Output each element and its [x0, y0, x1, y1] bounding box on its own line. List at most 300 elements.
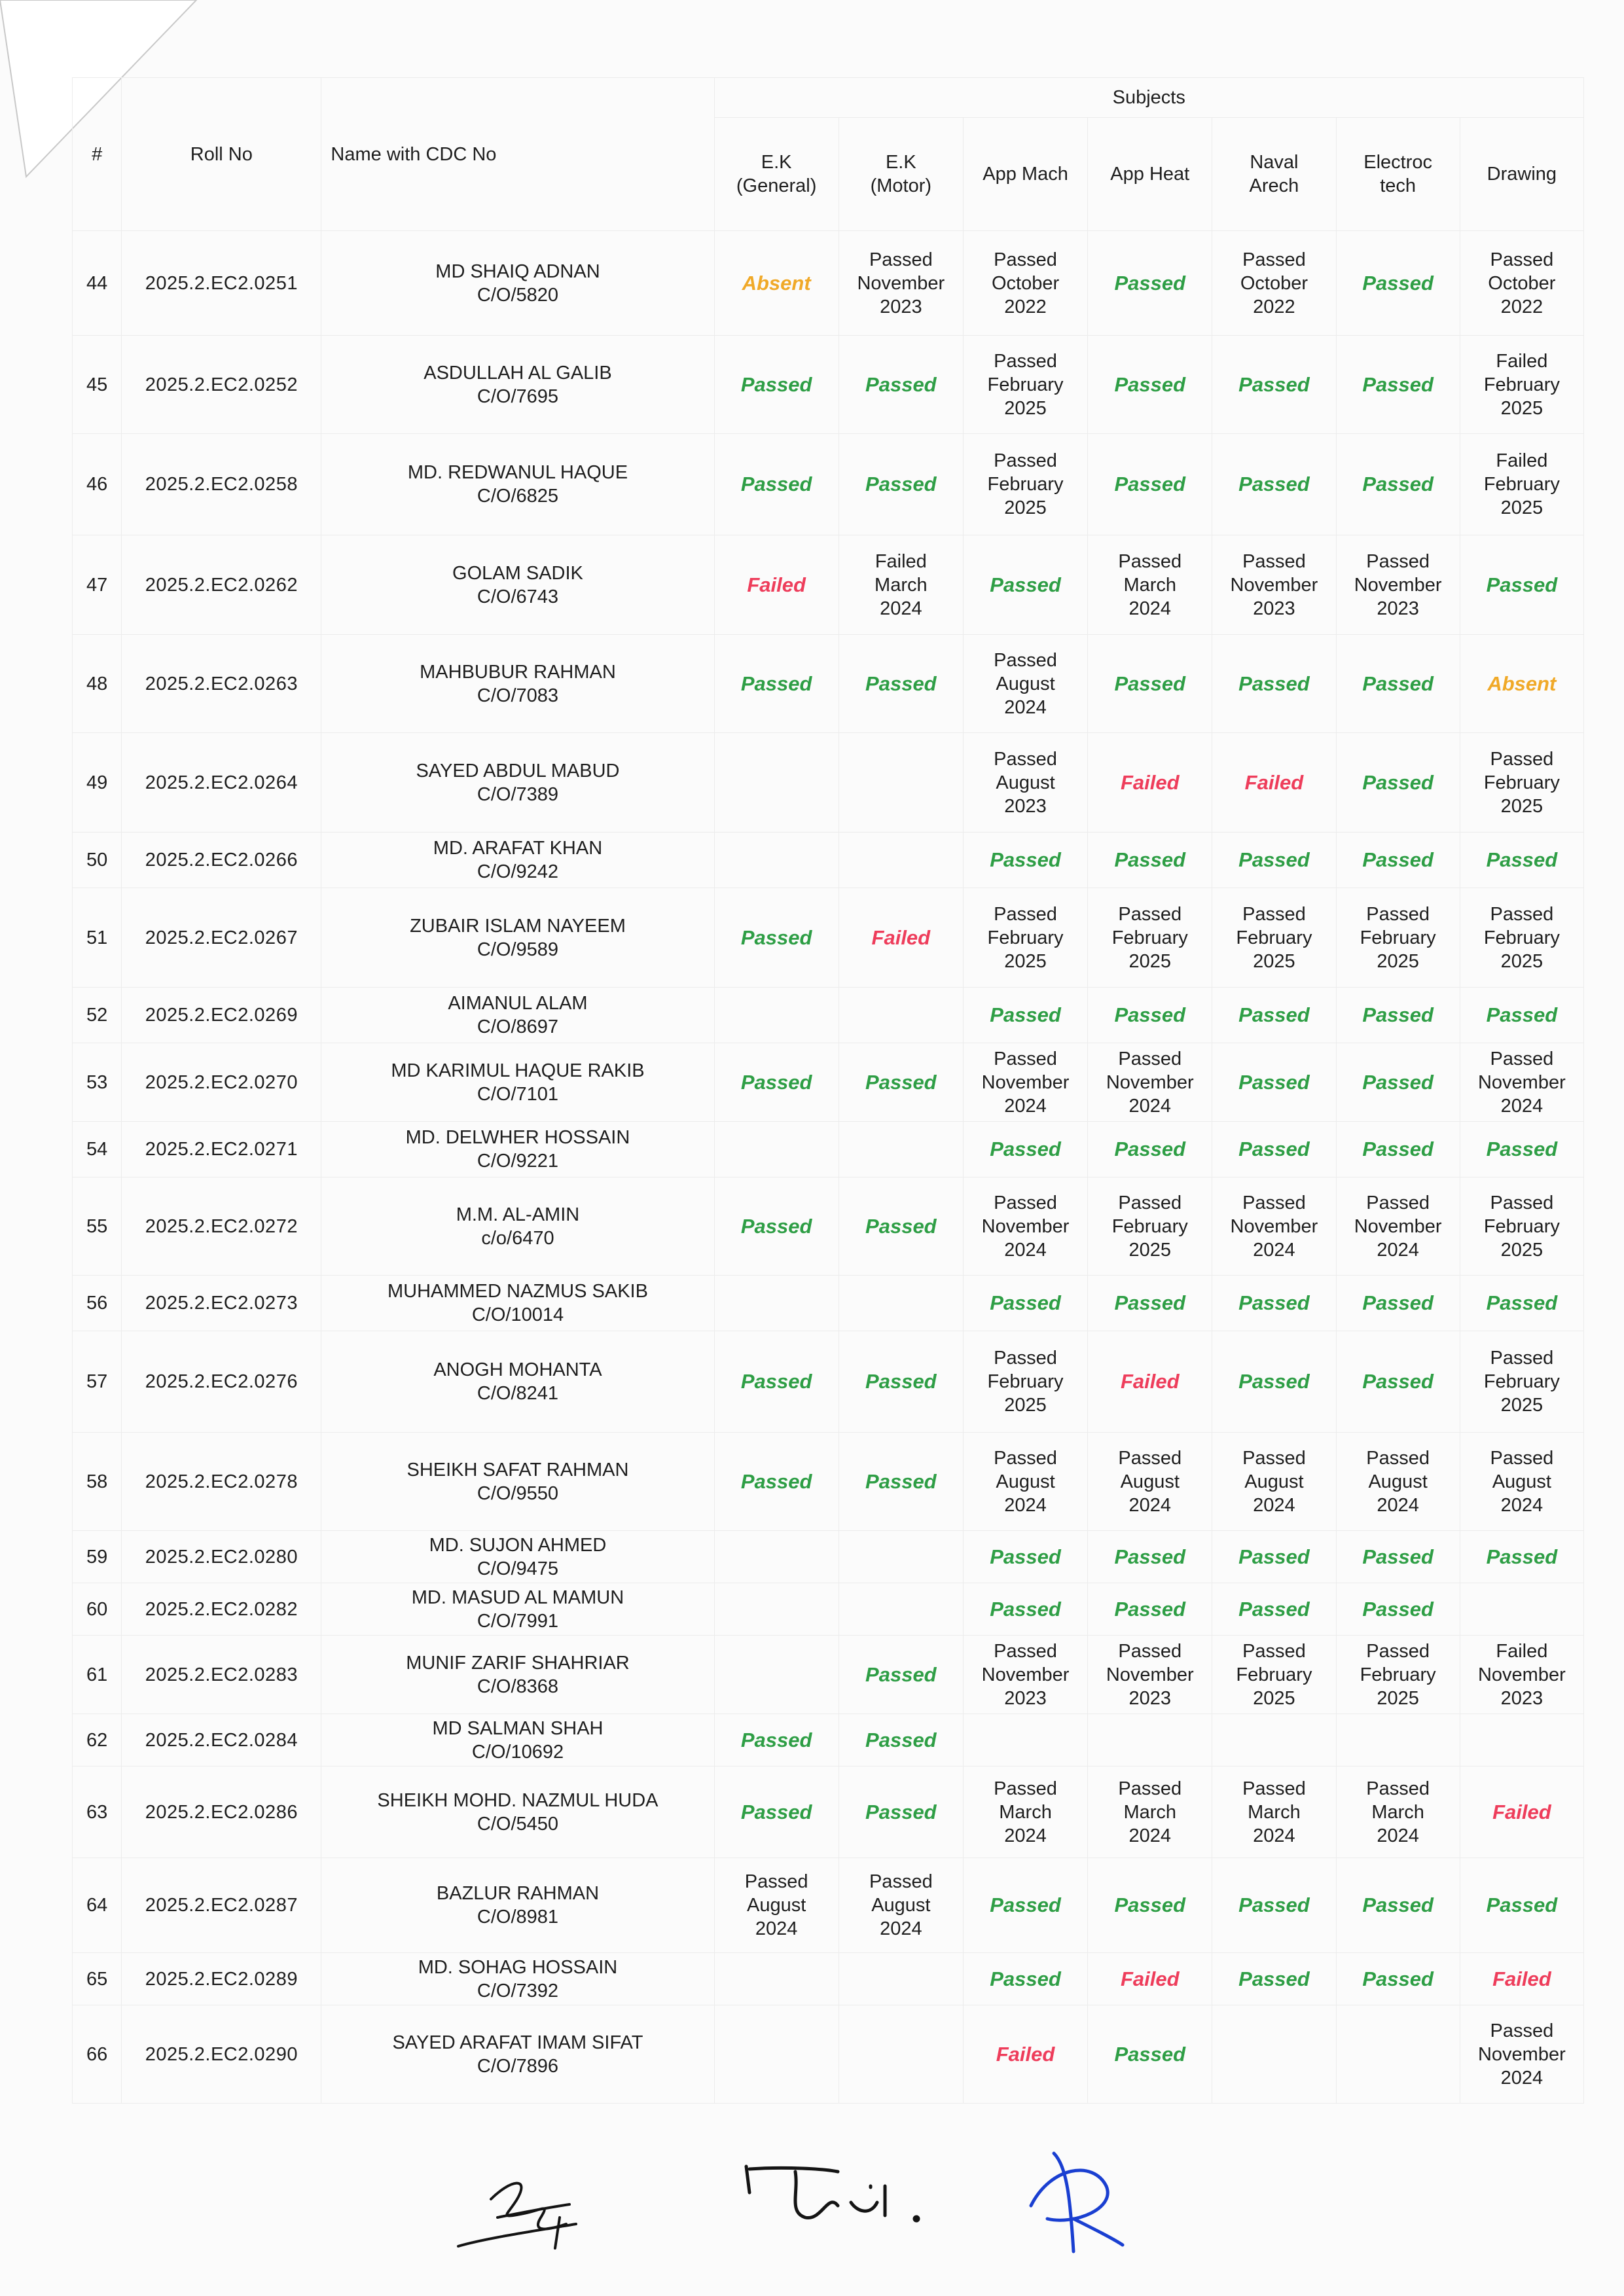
row-number: 49	[73, 733, 122, 833]
roll-no: 2025.2.EC2.0271	[122, 1122, 321, 1177]
student-name: SHEIKH SAFAT RAHMAN	[406, 1459, 629, 1480]
result-cell	[1336, 434, 1460, 535]
table-row	[73, 1331, 1584, 1433]
result-text-line: Passed	[994, 450, 1057, 471]
result-text-line: Passed	[994, 350, 1057, 372]
student-name-cdc	[321, 231, 714, 336]
row-number: 53	[73, 1043, 122, 1122]
status-badge-passed: Passed	[865, 1070, 937, 1094]
roll-no: 2025.2.EC2.0278	[122, 1433, 321, 1531]
result-cell	[1212, 1177, 1336, 1276]
cdc-number: C/O/8697	[477, 1016, 559, 1037]
student-name-cdc	[321, 2005, 714, 2104]
result-cell	[714, 1858, 839, 1953]
results-table	[72, 77, 1584, 2104]
result-cell	[1460, 1276, 1583, 1331]
result-text-line: November	[857, 272, 945, 294]
result-text-line: Passed	[1366, 1778, 1430, 1799]
student-name: MUNIF ZARIF SHAHRIAR	[406, 1652, 630, 1674]
table-row	[73, 1433, 1584, 1531]
row-number: 64	[73, 1858, 122, 1953]
result-text-line: February	[1360, 1664, 1436, 1685]
row-number: 61	[73, 1636, 122, 1714]
result-cell	[1336, 535, 1460, 635]
status-badge-passed: Passed	[1238, 1545, 1310, 1568]
status-badge-passed: Passed	[865, 473, 937, 495]
roll-no: 2025.2.EC2.0276	[122, 1331, 321, 1433]
result-text-line: Passed	[1490, 2020, 1554, 2041]
result-cell	[1088, 1177, 1212, 1276]
result-cell	[714, 988, 839, 1043]
cdc-number: C/O/9221	[477, 1151, 559, 1172]
roll-no: 2025.2.EC2.0252	[122, 336, 321, 434]
row-number: 45	[73, 336, 122, 434]
result-cell	[1212, 988, 1336, 1043]
result-text-line: March	[1248, 1801, 1301, 1823]
result-text-line: 2022	[1253, 296, 1295, 317]
result-text-line: Passed	[744, 1871, 808, 1892]
status-badge-passed: Passed	[1362, 848, 1434, 871]
result-cell	[1460, 1433, 1583, 1531]
result-text-line: Passed	[994, 1640, 1057, 1662]
status-badge-passed: Passed	[1362, 1138, 1434, 1160]
result-cell	[839, 1767, 963, 1858]
table-row	[73, 336, 1584, 434]
student-name-cdc	[321, 1433, 714, 1531]
result-text-line: November	[981, 1215, 1070, 1237]
status-badge-passed: Passed	[1114, 2042, 1186, 2066]
cdc-number: C/O/7392	[477, 1980, 559, 2001]
status-badge-passed: Passed	[1362, 1545, 1434, 1568]
cdc-number: c/o/6470	[481, 1227, 554, 1249]
roll-no: 2025.2.EC2.0270	[122, 1043, 321, 1122]
result-cell	[1212, 1767, 1336, 1858]
result-text-line: 2025	[1128, 1239, 1171, 1261]
status-badge-passed: Passed	[1238, 1597, 1310, 1621]
student-name: SAYED ABDUL MABUD	[416, 760, 620, 781]
result-cell	[1460, 535, 1583, 635]
status-badge-failed: Failed	[1492, 1800, 1551, 1823]
result-cell	[839, 535, 963, 635]
table-row	[73, 434, 1584, 535]
result-cell	[714, 888, 839, 988]
result-text-line: August	[871, 1895, 931, 1916]
status-badge-passed: Passed	[1362, 271, 1434, 295]
result-cell	[1088, 535, 1212, 635]
result-cell	[1212, 833, 1336, 888]
row-number: 54	[73, 1122, 122, 1177]
result-text-line: 2024	[1377, 1825, 1419, 1846]
result-text-line: November	[1230, 574, 1318, 596]
status-badge-passed: Passed	[740, 925, 812, 949]
row-number: 59	[73, 1531, 122, 1583]
result-text-line: February	[1236, 1664, 1312, 1685]
result-cell	[1088, 1276, 1212, 1331]
status-badge-passed: Passed	[1486, 573, 1558, 596]
status-badge-passed: Passed	[1486, 848, 1558, 871]
cdc-number: C/O/7389	[477, 783, 559, 805]
result-text-line: Failed	[1496, 1640, 1548, 1662]
row-number: 52	[73, 988, 122, 1043]
status-badge-passed: Passed	[1114, 473, 1186, 495]
result-text-line: August	[1492, 1471, 1551, 1492]
result-cell	[1336, 988, 1460, 1043]
student-name: GOLAM SADIK	[452, 562, 583, 584]
result-text-line: February	[1111, 927, 1188, 948]
cdc-number: C/O/6825	[477, 486, 559, 507]
result-text-line: Passed	[994, 1048, 1057, 1069]
table-row	[73, 1122, 1584, 1177]
status-badge-passed: Passed	[1486, 1893, 1558, 1916]
status-badge-absent: Absent	[1487, 672, 1557, 695]
result-cell	[714, 733, 839, 833]
result-cell	[714, 336, 839, 434]
student-name-cdc	[321, 535, 714, 635]
result-cell	[963, 231, 1087, 336]
cdc-number: C/O/8981	[477, 1907, 559, 1928]
result-text-line: March	[999, 1801, 1052, 1823]
status-badge-passed: Passed	[1238, 1291, 1310, 1314]
row-number: 58	[73, 1433, 122, 1531]
result-cell	[1088, 1433, 1212, 1531]
table-row	[73, 1531, 1584, 1583]
roll-no: 2025.2.EC2.0284	[122, 1714, 321, 1767]
result-text-line: August	[996, 673, 1055, 694]
status-badge-passed: Passed	[1238, 1003, 1310, 1026]
result-cell	[1088, 888, 1212, 988]
result-cell	[1460, 434, 1583, 535]
result-cell	[1336, 1858, 1460, 1953]
result-text-line: 2024	[880, 598, 922, 619]
result-text-line: Passed	[1490, 748, 1554, 770]
result-text-line: 2023	[880, 296, 922, 317]
roll-no: 2025.2.EC2.0272	[122, 1177, 321, 1276]
result-text-line: 2025	[1004, 950, 1047, 972]
result-cell	[839, 1276, 963, 1331]
result-cell	[839, 1177, 963, 1276]
status-badge-passed: Passed	[740, 1800, 812, 1823]
result-text-line: 2024	[1253, 1494, 1295, 1516]
result-text-line: 2022	[1004, 296, 1047, 317]
status-badge-passed: Passed	[740, 1370, 812, 1393]
result-text-line: February	[1483, 474, 1560, 495]
student-name-cdc	[321, 888, 714, 988]
result-text-line: November	[1477, 1664, 1566, 1685]
result-text-line: Passed	[1490, 1447, 1554, 1469]
result-cell	[839, 1858, 963, 1953]
student-name-cdc	[321, 1858, 714, 1953]
status-badge-passed: Passed	[990, 1545, 1061, 1568]
status-badge-passed: Passed	[1486, 1138, 1558, 1160]
status-badge-passed: Passed	[990, 848, 1061, 871]
student-name: MD. SUJON AHMED	[429, 1534, 607, 1556]
status-badge-passed: Passed	[990, 1893, 1061, 1916]
result-cell	[1336, 1583, 1460, 1636]
result-text-line: Passed	[869, 249, 933, 270]
table-row	[73, 2005, 1584, 2104]
status-badge-passed: Passed	[865, 672, 937, 695]
status-badge-failed: Failed	[747, 573, 806, 596]
result-text-line: 2024	[1253, 1825, 1295, 1846]
status-badge-passed: Passed	[1114, 1291, 1186, 1314]
status-badge-passed: Passed	[740, 672, 812, 695]
result-text-line: 2023	[1004, 795, 1047, 817]
status-badge-passed: Passed	[865, 1728, 937, 1751]
result-cell	[1336, 1043, 1460, 1122]
result-cell	[1088, 833, 1212, 888]
cdc-number: C/O/7991	[477, 1610, 559, 1632]
result-text-line: 2024	[1004, 1494, 1047, 1516]
result-text-line: Passed	[994, 903, 1057, 925]
result-text-line: 2024	[1004, 1239, 1047, 1261]
result-text-line: 2024	[1128, 1095, 1171, 1117]
result-text-line: Passed	[1118, 550, 1182, 572]
result-cell	[839, 1331, 963, 1433]
student-name: MD. MASUD AL MAMUN	[411, 1587, 624, 1608]
result-cell	[963, 434, 1087, 535]
header-subject-line: Electroc	[1363, 152, 1432, 173]
result-cell	[963, 733, 1087, 833]
results-sheet	[72, 77, 1584, 2104]
result-text-line: Passed	[869, 1871, 933, 1892]
table-row	[73, 1858, 1584, 1953]
result-cell	[963, 888, 1087, 988]
result-cell	[1460, 336, 1583, 434]
result-text-line: October	[991, 272, 1060, 294]
result-cell	[839, 1953, 963, 2005]
result-text-line: March	[1123, 1801, 1177, 1823]
student-name-cdc	[321, 635, 714, 733]
result-text-line: 2025	[1253, 1687, 1295, 1709]
result-cell	[714, 1331, 839, 1433]
status-badge-passed: Passed	[1114, 848, 1186, 871]
student-name: MD SALMAN SHAH	[432, 1717, 604, 1739]
result-cell	[1088, 1531, 1212, 1583]
result-text-line: November	[1354, 574, 1442, 596]
result-cell	[1088, 733, 1212, 833]
student-name-cdc	[321, 1177, 714, 1276]
student-name: SHEIKH MOHD. NAZMUL HUDA	[377, 1789, 659, 1811]
status-badge-passed: Passed	[1362, 1893, 1434, 1916]
student-name: MD. DELWHER HOSSAIN	[405, 1127, 630, 1148]
result-text-line: October	[1488, 272, 1556, 294]
status-badge-passed: Passed	[1238, 372, 1310, 396]
result-text-line: 2025	[1004, 497, 1047, 518]
result-cell	[963, 1583, 1087, 1636]
result-text-line: 2025	[1128, 950, 1171, 972]
result-cell	[1336, 1177, 1460, 1276]
status-badge-passed: Passed	[1114, 1545, 1186, 1568]
student-name-cdc	[321, 1276, 714, 1331]
header-subject-line: tech	[1380, 175, 1416, 196]
result-text-line: November	[981, 1664, 1070, 1685]
result-text-line: 2025	[1500, 950, 1543, 972]
status-badge-failed: Failed	[1120, 770, 1180, 794]
result-cell	[1212, 336, 1336, 434]
cdc-number: C/O/7695	[477, 386, 559, 407]
result-text-line: Passed	[1366, 903, 1430, 925]
roll-no: 2025.2.EC2.0290	[122, 2005, 321, 2104]
status-badge-passed: Passed	[1238, 1370, 1310, 1393]
header-subject-e-k-motor	[839, 118, 963, 231]
result-cell	[1336, 833, 1460, 888]
result-cell	[1460, 1714, 1583, 1767]
header-subject-line: E.K	[885, 152, 916, 173]
result-text-line: February	[987, 474, 1064, 495]
status-badge-passed: Passed	[740, 1214, 812, 1238]
result-cell	[714, 1714, 839, 1767]
student-name-cdc	[321, 733, 714, 833]
header-roll-no: Roll No	[122, 78, 321, 231]
student-name: MD. ARAFAT KHAN	[433, 838, 603, 859]
result-text-line: Passed	[1366, 550, 1430, 572]
result-cell	[714, 1583, 839, 1636]
status-badge-passed: Passed	[1362, 1003, 1434, 1026]
row-number: 44	[73, 231, 122, 336]
roll-no: 2025.2.EC2.0258	[122, 434, 321, 535]
roll-no: 2025.2.EC2.0282	[122, 1583, 321, 1636]
result-cell	[714, 1767, 839, 1858]
status-badge-passed: Passed	[1114, 1003, 1186, 1026]
student-name: M.M. AL-AMIN	[456, 1204, 580, 1225]
result-text-line: Passed	[1490, 1048, 1554, 1069]
result-cell	[714, 2005, 839, 2104]
row-number: 48	[73, 635, 122, 733]
result-text-line: August	[1120, 1471, 1180, 1492]
student-name-cdc	[321, 336, 714, 434]
result-cell	[714, 231, 839, 336]
result-cell	[1336, 1122, 1460, 1177]
result-text-line: 2025	[1500, 397, 1543, 419]
result-text-line: 2025	[1377, 1687, 1419, 1709]
student-name: AIMANUL ALAM	[448, 993, 588, 1014]
status-badge-failed: Failed	[1244, 770, 1304, 794]
row-number: 66	[73, 2005, 122, 2104]
status-badge-absent: Absent	[742, 271, 811, 295]
result-cell	[1088, 1953, 1212, 2005]
result-cell	[1336, 1331, 1460, 1433]
cdc-number: C/O/5450	[477, 1813, 559, 1835]
result-text-line: Passed	[1118, 1778, 1182, 1799]
result-cell	[1460, 1331, 1583, 1433]
result-text-line: 2024	[1253, 1239, 1295, 1261]
result-cell	[839, 888, 963, 988]
result-cell	[1336, 231, 1460, 336]
result-cell	[714, 635, 839, 733]
result-cell	[1460, 733, 1583, 833]
status-badge-passed: Passed	[1238, 848, 1310, 871]
cdc-number: C/O/9475	[477, 1558, 559, 1579]
result-text-line: 2024	[1128, 598, 1171, 619]
result-cell	[1336, 1953, 1460, 2005]
status-badge-passed: Passed	[865, 1469, 937, 1493]
result-cell	[963, 635, 1087, 733]
result-cell	[963, 1636, 1087, 1714]
row-number: 57	[73, 1331, 122, 1433]
result-cell	[1460, 833, 1583, 888]
result-text-line: Passed	[1242, 1192, 1306, 1213]
status-badge-failed: Failed	[996, 2042, 1055, 2066]
status-badge-passed: Passed	[1362, 1597, 1434, 1621]
roll-no: 2025.2.EC2.0280	[122, 1531, 321, 1583]
student-name: ASDULLAH AL GALIB	[424, 362, 612, 384]
result-cell	[714, 1531, 839, 1583]
result-cell	[1460, 635, 1583, 733]
status-badge-passed: Passed	[865, 1800, 937, 1823]
result-cell	[1336, 1531, 1460, 1583]
result-cell	[839, 635, 963, 733]
status-badge-passed: Passed	[1362, 1370, 1434, 1393]
result-text-line: Passed	[1490, 1348, 1554, 1369]
signature-2	[746, 2166, 918, 2221]
header-index: #	[73, 78, 122, 231]
result-cell	[1460, 1953, 1583, 2005]
status-badge-passed: Passed	[1238, 1893, 1310, 1916]
result-text-line: 2024	[880, 1918, 922, 1939]
result-text-line: Passed	[994, 1192, 1057, 1213]
header-subject-app-heat	[1088, 118, 1212, 231]
header-subject-naval-arech	[1212, 118, 1336, 231]
status-badge-passed: Passed	[1486, 1003, 1558, 1026]
result-cell	[714, 1953, 839, 2005]
signature-3	[1031, 2153, 1123, 2251]
header-subjects: Subjects	[714, 78, 1583, 118]
roll-no: 2025.2.EC2.0266	[122, 833, 321, 888]
result-text-line: November	[1477, 2043, 1566, 2065]
result-text-line: February	[987, 1371, 1064, 1392]
row-number: 62	[73, 1714, 122, 1767]
result-text-line: February	[1483, 1215, 1560, 1237]
cdc-number: C/O/5820	[477, 284, 559, 306]
table-row	[73, 535, 1584, 635]
result-text-line: Passed	[1366, 1640, 1430, 1662]
result-text-line: Passed	[1366, 1447, 1430, 1469]
status-badge-passed: Passed	[1238, 1967, 1310, 1990]
result-cell	[1336, 1276, 1460, 1331]
status-badge-passed: Passed	[1362, 473, 1434, 495]
cdc-number: C/O/10014	[471, 1304, 564, 1325]
result-text-line: 2024	[1004, 1825, 1047, 1846]
result-cell	[839, 833, 963, 888]
cdc-number: C/O/8368	[477, 1676, 559, 1697]
result-text-line: Passed	[994, 1348, 1057, 1369]
status-badge-passed: Passed	[1238, 672, 1310, 695]
student-name: MD. REDWANUL HAQUE	[407, 462, 628, 483]
result-text-line: Passed	[1242, 903, 1306, 925]
result-text-line: 2025	[1377, 950, 1419, 972]
result-cell	[1460, 988, 1583, 1043]
status-badge-failed: Failed	[871, 925, 931, 949]
result-cell	[1212, 231, 1336, 336]
result-text-line: Passed	[1118, 1192, 1182, 1213]
result-text-line: February	[1236, 927, 1312, 948]
result-cell	[963, 1276, 1087, 1331]
result-cell	[1336, 1433, 1460, 1531]
result-text-line: Passed	[1118, 1447, 1182, 1469]
result-text-line: August	[1244, 1471, 1304, 1492]
student-name: BAZLUR RAHMAN	[436, 1883, 600, 1904]
student-name: MD. SOHAG HOSSAIN	[418, 1956, 618, 1978]
result-text-line: Passed	[1118, 1048, 1182, 1069]
result-cell	[1088, 1122, 1212, 1177]
table-row	[73, 1636, 1584, 1714]
result-text-line: 2024	[1500, 1095, 1543, 1117]
result-text-line: 2025	[1500, 1239, 1543, 1261]
result-text-line: August	[746, 1895, 806, 1916]
result-cell	[1336, 635, 1460, 733]
result-cell	[839, 1714, 963, 1767]
cdc-number: C/O/9589	[477, 939, 559, 960]
